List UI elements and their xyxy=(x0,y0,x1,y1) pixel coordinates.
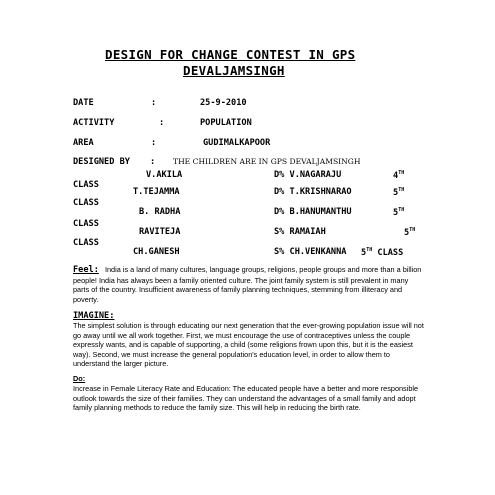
do-text: Increase in Female Literacy Rate and Education: The educated people have a better and more responsible outlook towards the size of their families. They can understand the advantages of a small family and adopt family planning methods to reduce the family size. This will help in reducing the birth rate. xyxy=(73,384,419,413)
class-word: CLASS xyxy=(73,180,99,190)
imagine-text: The simplest solution is through educating our next generation that the ever-growing population issue will not go away until we all work together. First, we must encourage the use of contraceptives unless the couple expressly wants, and is capable of supporting, a child (some religions frown upon this, but it is the easiest way). Second, we must increase the general population's education level, in order to allow them to understand the larger picture. xyxy=(73,321,424,369)
feel-label: Feel: xyxy=(73,265,99,275)
student-grade: 5TH xyxy=(393,187,405,198)
date-value: 25-9-2010 xyxy=(200,98,247,108)
student-name: V.AKILA xyxy=(146,170,183,180)
date-colon: : xyxy=(151,98,157,108)
date-label: DATE xyxy=(73,98,94,108)
area-value: GUDIMALKAPOOR xyxy=(203,138,271,148)
do-label: Do: xyxy=(73,374,86,383)
feel-section xyxy=(73,265,425,304)
activity-colon: : xyxy=(159,118,165,128)
student-grade: 4TH xyxy=(393,170,405,181)
class-word: CLASS xyxy=(73,219,99,229)
student-name: T.TEJAMMA xyxy=(133,187,180,197)
student-grade: 5TH xyxy=(393,207,405,218)
student-grade: 5TH CLASS xyxy=(361,247,404,258)
student-parent: D% B.HANUMANTHU xyxy=(274,207,352,217)
document-title-line1: DESIGN FOR CHANGE CONTEST IN GPS xyxy=(105,47,356,62)
designed-by-colon: : xyxy=(150,157,156,167)
student-name: RAVITEJA xyxy=(139,227,181,237)
feel-text: India is a land of many cultures, language groups, religions, people groups and more than a billion people! India has always been a family oriented culture. The joint family system is still prevalent in many parts of the country. Insufficient awareness of family planning techniques, stemming from illiteracy and poverty. xyxy=(73,265,422,304)
student-name: B. RADHA xyxy=(139,207,181,217)
area-colon: : xyxy=(151,138,157,148)
student-grade: 5TH xyxy=(404,227,416,238)
student-parent: S% RAMAIAH xyxy=(274,227,326,237)
designed-by-value: THE CHILDREN ARE IN GPS DEVALJAMSINGH xyxy=(173,157,361,166)
student-parent: S% CH.VENKANNA xyxy=(274,247,347,257)
class-word: CLASS xyxy=(73,238,99,248)
document-title-line2: DEVALJAMSINGH xyxy=(183,63,285,78)
area-label: AREA xyxy=(73,138,94,148)
student-name: CH.GANESH xyxy=(133,247,180,257)
class-word: CLASS xyxy=(73,198,99,208)
student-parent: D% V.NAGARAJU xyxy=(274,170,342,180)
designed-by-label: DESIGNED BY xyxy=(73,157,130,167)
student-parent: D% T.KRISHNARAO xyxy=(274,187,352,197)
imagine-label: IMAGINE: xyxy=(73,311,115,321)
activity-label: ACTIVITY xyxy=(73,118,115,128)
activity-value: POPULATION xyxy=(200,118,252,128)
